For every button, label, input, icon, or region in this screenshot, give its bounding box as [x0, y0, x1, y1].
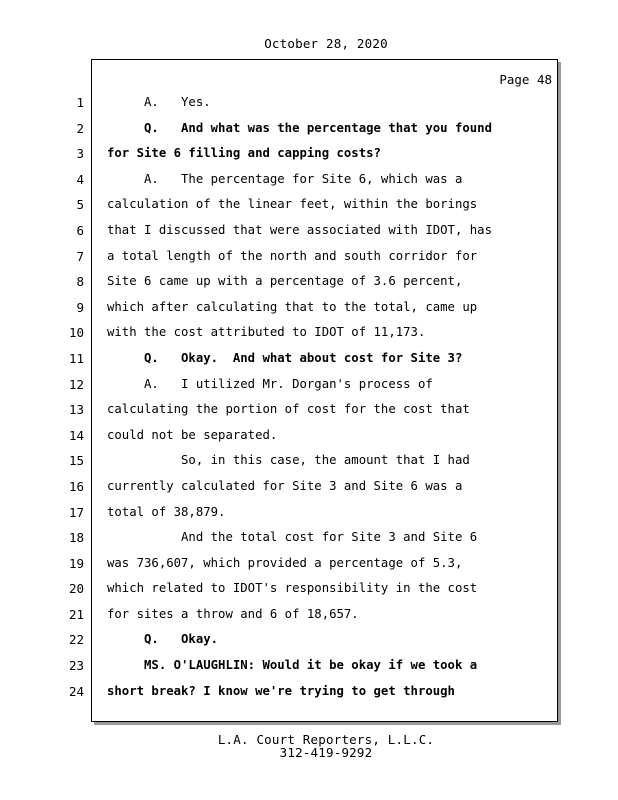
line-number: 3 [76, 146, 84, 162]
transcript-line: could not be separated. [107, 427, 278, 442]
line-number: 14 [68, 427, 84, 443]
line-number: 16 [68, 478, 84, 494]
line-number: 18 [68, 530, 84, 546]
line-number: 23 [68, 658, 84, 674]
transcript-line: was 736,607, which provided a percentage of 5.3, [107, 555, 463, 570]
transcript-line: for Site 6 filling and capping costs? [107, 146, 381, 161]
transcript-line: that I discussed that were associated with IDOT, has [107, 222, 492, 237]
line-number: 1 [76, 95, 84, 110]
reporter-phone: 312-419-9292 [279, 745, 373, 760]
line-number: 17 [68, 504, 84, 520]
transcript-line: Q. Okay. And what about cost for Site 3? [107, 350, 463, 365]
line-number: 19 [68, 555, 84, 571]
transcript-line: Site 6 came up with a percentage of 3.6 percent, [107, 274, 463, 289]
line-number: 10 [68, 325, 84, 341]
transcript-line: So, in this case, the amount that I had [107, 453, 470, 468]
page-number: Page 48 [499, 72, 552, 87]
reporter-company: L.A. Court Reporters, L.L.C. [217, 732, 435, 747]
transcript-line: A. The percentage for Site 6, which was a [107, 171, 463, 186]
transcript-text [107, 90, 547, 704]
transcript-line: A. Yes. [107, 95, 211, 109]
transcript-line: Q. And what was the percentage that you found [107, 120, 492, 135]
line-number: 13 [68, 402, 84, 418]
transcript-line: short break? I know we're trying to get through [107, 683, 455, 698]
line-number: 11 [68, 350, 84, 366]
line-number: 5 [76, 197, 84, 213]
line-number: 24 [68, 683, 84, 699]
transcript-line: with the cost attributed to IDOT of 11,173. [107, 325, 426, 340]
transcript-line: a total length of the north and south corridor for [107, 248, 478, 263]
line-number: 9 [76, 299, 84, 315]
line-number: 6 [76, 222, 84, 238]
transcript-line: for sites a throw and 6 of 18,657. [107, 606, 359, 621]
line-number: 22 [68, 632, 84, 648]
transcript-line: which after calculating that to the total, came up [107, 299, 478, 314]
transcript-line: currently calculated for Site 3 and Site 6 was a [107, 478, 463, 493]
transcript-line: total of 38,879. [107, 504, 226, 519]
transcript-date: October 28, 2020 [264, 36, 388, 51]
transcript-line: calculating the portion of cost for the cost that [107, 402, 470, 417]
footer [0, 733, 618, 759]
transcript-line: MS. O'LAUGHLIN: Would it be okay if we took a [107, 658, 478, 673]
line-number: 20 [68, 581, 84, 597]
line-number: 4 [76, 171, 84, 187]
line-number-column [60, 90, 84, 704]
line-number: 7 [76, 248, 84, 264]
line-number: 12 [68, 376, 84, 392]
line-number: 8 [76, 274, 84, 290]
transcript-line: Q. Okay. [107, 632, 219, 647]
line-number: 2 [76, 120, 84, 136]
transcript-line: which related to IDOT's responsibility in the cost [107, 581, 478, 596]
transcript-line: A. I utilized Mr. Dorgan's process of [107, 376, 433, 391]
transcript-line: calculation of the linear feet, within the borings [107, 197, 478, 212]
transcript-line: And the total cost for Site 3 and Site 6 [107, 530, 478, 545]
line-number: 15 [68, 453, 84, 469]
line-number: 21 [68, 606, 84, 622]
